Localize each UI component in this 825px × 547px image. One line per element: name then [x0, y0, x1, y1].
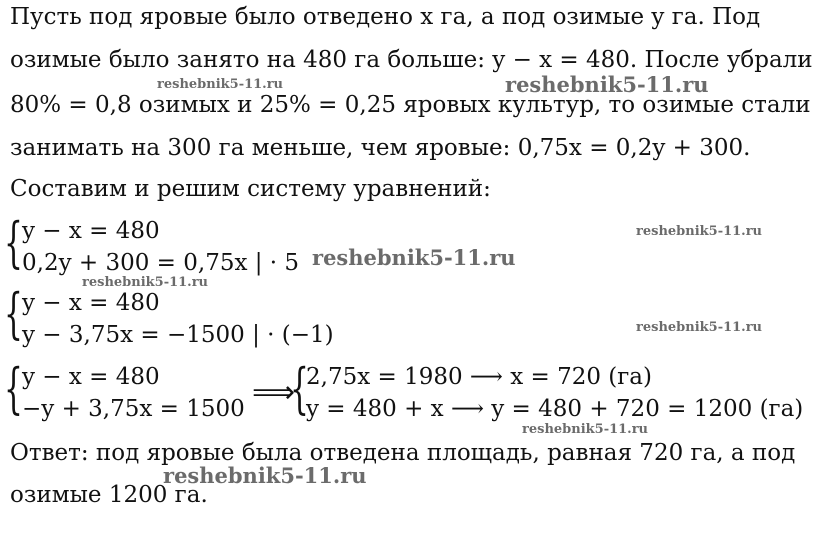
system-1-brace: {	[4, 211, 23, 274]
implies-arrow: ⟹	[252, 375, 296, 410]
text-line-4: занимать на 300 га меньше, чем яровые: 0,75x = 0,2y + 300.	[10, 135, 751, 161]
system-4-eq-2: y = 480 + x ⟶ y = 480 + 720 = 1200 (га)	[306, 396, 804, 422]
system-3-eq-2: −y + 3,75x = 1500	[22, 396, 245, 422]
system-2-eq-1: y − x = 480	[22, 290, 160, 316]
system-4-eq-1: 2,75x = 1980 ⟶ x = 720 (га)	[306, 364, 652, 390]
text-line-1: Пусть под яровые было отведено x га, а под озимые y га. Под	[10, 4, 761, 30]
system-1-eq-1: y − x = 480	[22, 218, 160, 244]
watermark-6: reshebnik5-11.ru	[636, 320, 763, 335]
system-4-brace: {	[290, 357, 309, 420]
answer-line-2: озимые 1200 га.	[10, 482, 208, 508]
system-3-eq-1: y − x = 480	[22, 364, 160, 390]
watermark-7: reshebnik5-11.ru	[522, 422, 649, 437]
text-line-2: озимые было занято на 480 га больше: y − x = 480. После убрали	[10, 47, 813, 73]
watermark-4: reshebnik5-11.ru	[312, 245, 516, 270]
system-2-eq-2: y − 3,75x = −1500 | · (−1)	[22, 322, 334, 348]
text-line-3: 80% = 0,8 озимых и 25% = 0,25 яровых культур, то озимые стали	[10, 92, 811, 118]
watermark-5: reshebnik5-11.ru	[82, 275, 209, 290]
watermark-3: reshebnik5-11.ru	[636, 224, 763, 239]
watermark-2: reshebnik5-11.ru	[505, 72, 709, 97]
watermark-8: reshebnik5-11.ru	[163, 463, 367, 488]
watermark-1: reshebnik5-11.ru	[157, 77, 284, 92]
system-3-brace: {	[4, 357, 23, 420]
system-1-eq-2: 0,2y + 300 = 0,75x | · 5	[22, 250, 300, 276]
system-2-brace: {	[4, 282, 23, 345]
answer-line-1: Ответ: под яровые была отведена площадь, равная 720 га, а под	[10, 440, 796, 466]
text-line-5: Составим и решим систему уравнений:	[10, 176, 491, 202]
